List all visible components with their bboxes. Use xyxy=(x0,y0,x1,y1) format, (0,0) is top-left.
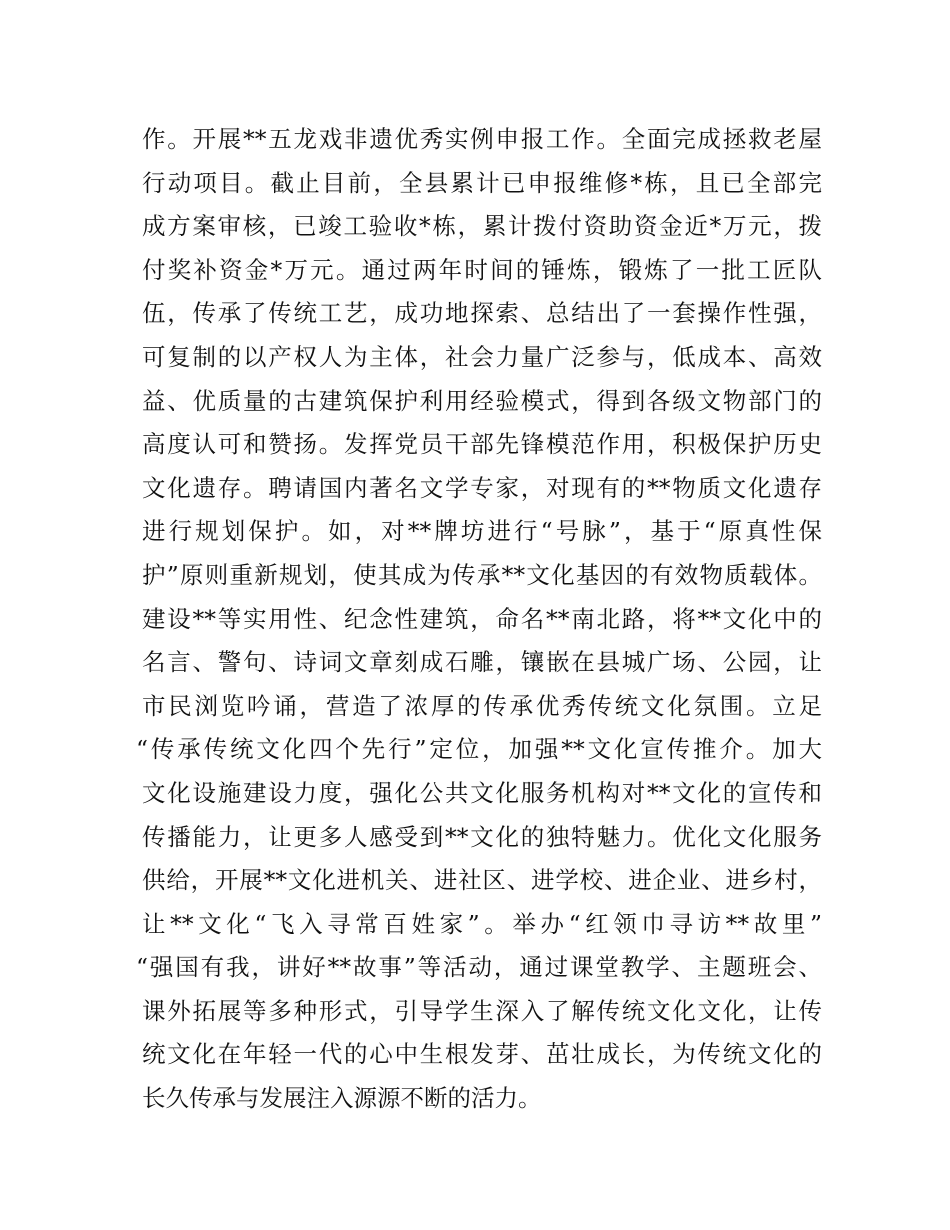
text-line: 长久传承与发展注入源源不断的活力。 xyxy=(142,1084,542,1113)
text-line: 可复制的以产权人为主体，社会力量广泛参与，低成本、高效 xyxy=(142,342,822,371)
body-paragraph xyxy=(136,118,822,1121)
text-line: 文化遗存。聘请国内著名文学专家，对现有的**物质文化遗存 xyxy=(142,473,822,502)
text-line: 作。开展**五龙戏非遗优秀实例申报工作。全面完成拯救老屋 xyxy=(142,125,822,153)
text-line: 名言、警句、诗词文章刻成石雕，镶嵌在县城广场、公园，让 xyxy=(142,648,822,677)
text-line: 让**文化“飞入寻常百姓家”。举办“红领巾寻访**故里” xyxy=(142,909,822,938)
text-line: “强国有我，讲好**故事”等活动，通过课堂教学、主题班会、 xyxy=(136,953,822,982)
text-line: 伍，传承了传统工艺，成功地探索、总结出了一套操作性强， xyxy=(142,299,822,328)
text-line: 传播能力，让更多人感受到**文化的独特魅力。优化文化服务 xyxy=(142,822,822,851)
text-line: 益、优质量的古建筑保护利用经验模式，得到各级文物部门的 xyxy=(142,386,822,415)
text-line: 进行规划保护。如，对**牌坊进行“号脉”，基于“原真性保 xyxy=(142,517,822,546)
text-line: 护”原则重新规划，使其成为传承**文化基因的有效物质载体。 xyxy=(142,560,822,589)
text-line: 供给，开展**文化进机关、进社区、进学校、进企业、进乡村， xyxy=(142,866,822,895)
text-line: 高度认可和赞扬。发挥党员干部先锋模范作用，积极保护历史 xyxy=(142,430,822,459)
text-line: 付奖补资金*万元。通过两年时间的锤炼，锻炼了一批工匠队 xyxy=(142,255,822,284)
text-line: 市民浏览吟诵，营造了浓厚的传承优秀传统文化氛围。立足 xyxy=(142,691,822,720)
text-line: 统文化在年轻一代的心中生根发芽、茁壮成长，为传统文化的 xyxy=(142,1040,822,1069)
text-line: 文化设施建设力度，强化公共文化服务机构对**文化的宣传和 xyxy=(142,778,822,807)
text-line: 成方案审核，已竣工验收*栋，累计拨付资助资金近*万元，拨 xyxy=(142,212,822,241)
text-line: “传承传统文化四个先行”定位，加强**文化宣传推介。加大 xyxy=(136,735,822,764)
text-line: 行动项目。截止目前，全县累计已申报维修*栋，且已全部完 xyxy=(142,168,822,197)
text-line: 建设**等实用性、纪念性建筑，命名**南北路，将**文化中的 xyxy=(142,604,822,633)
text-line: 课外拓展等多种形式，引导学生深入了解传统文化文化，让传 xyxy=(142,996,822,1025)
